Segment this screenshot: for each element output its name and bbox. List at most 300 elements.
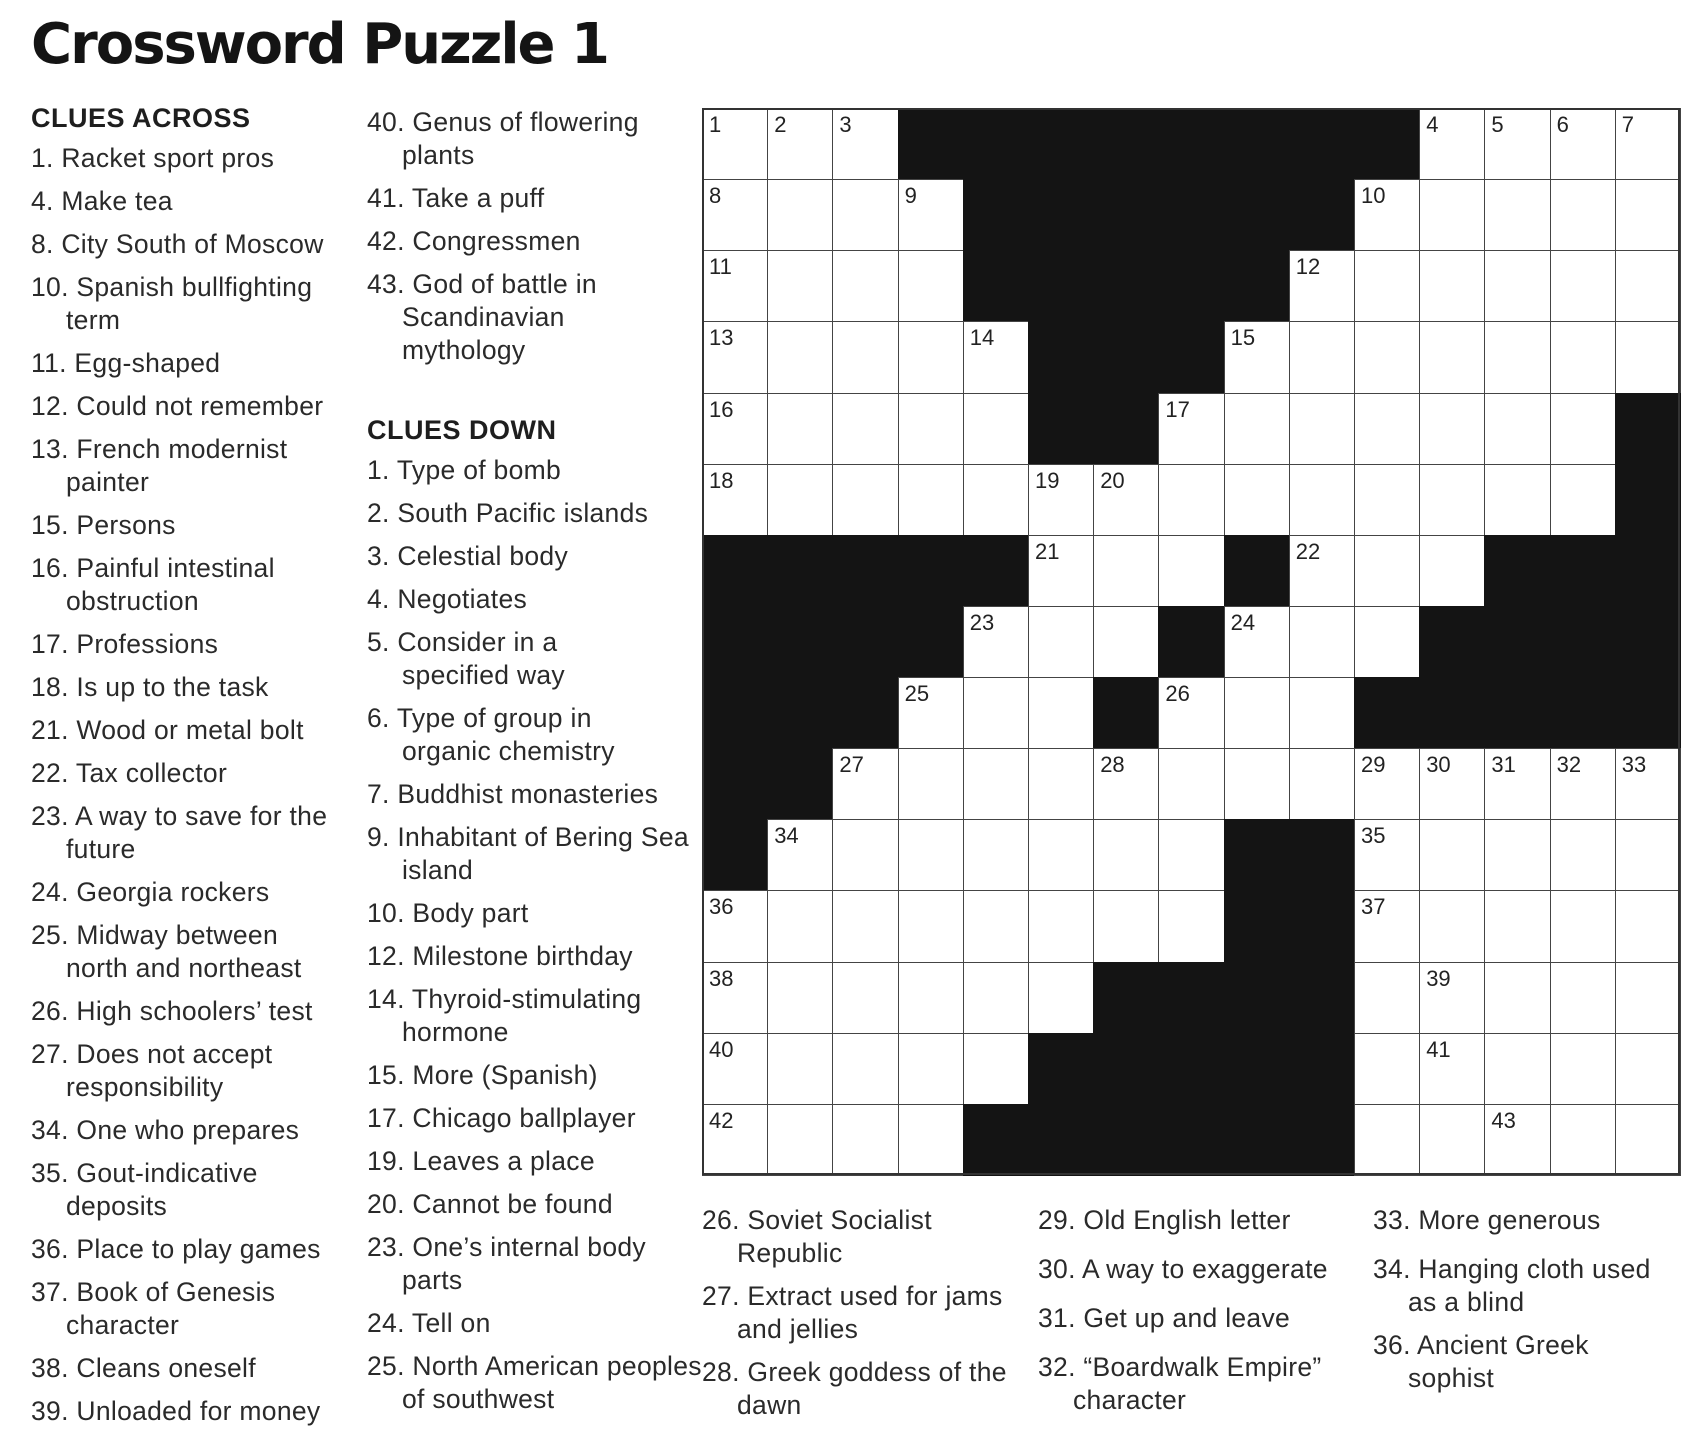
clue-down-6: 6. Type of group in organic chemistry	[367, 703, 615, 766]
clue-across-23: 23. A way to save for the future	[31, 801, 328, 864]
grid-block	[767, 748, 833, 820]
grid-block	[1093, 108, 1159, 180]
cell-number: 24	[1230, 609, 1256, 635]
clue-down-31: 31. Get up and leave	[1038, 1303, 1291, 1333]
grid-block	[1093, 250, 1159, 322]
grid-cell[interactable]	[1354, 464, 1420, 536]
grid-cell[interactable]	[767, 890, 833, 962]
grid-cell[interactable]	[1484, 179, 1550, 251]
clue-down-34: 34. Hanging cloth used as a blind	[1373, 1254, 1651, 1317]
grid-cell[interactable]	[1354, 890, 1420, 962]
grid-cell[interactable]	[1289, 748, 1355, 820]
grid-cell[interactable]	[832, 1104, 898, 1176]
grid-block	[767, 535, 833, 607]
grid-cell[interactable]	[1484, 962, 1550, 1034]
grid-cell[interactable]	[1028, 677, 1094, 749]
cell-number: 19	[1035, 467, 1060, 493]
grid-cell[interactable]	[1028, 819, 1094, 891]
grid-cell[interactable]	[702, 393, 768, 465]
grid-cell[interactable]	[1028, 748, 1094, 820]
clue-down-5: 5. Consider in a specified way	[367, 627, 565, 690]
grid-cell[interactable]	[1550, 962, 1616, 1034]
grid-cell[interactable]	[898, 748, 964, 820]
cell-number: 27	[839, 752, 864, 778]
grid-block	[832, 677, 898, 749]
grid-cell[interactable]	[963, 819, 1029, 891]
grid-block	[1615, 464, 1681, 536]
grid-cell[interactable]	[832, 250, 898, 322]
grid-cell[interactable]	[1354, 393, 1420, 465]
grid-cell[interactable]	[832, 1033, 898, 1105]
grid-cell[interactable]	[898, 1033, 964, 1105]
cell-number: 11	[709, 254, 732, 280]
grid-cell[interactable]	[1093, 819, 1159, 891]
cell-number: 39	[1426, 965, 1451, 991]
grid-cell[interactable]	[832, 179, 898, 251]
grid-cell[interactable]	[1484, 321, 1550, 393]
grid-block	[1028, 108, 1094, 180]
grid-cell[interactable]	[1289, 535, 1355, 607]
grid-cell[interactable]	[1158, 464, 1224, 536]
cell-number: 32	[1556, 752, 1582, 778]
grid-block	[702, 748, 768, 820]
grid-block	[1354, 677, 1420, 749]
grid-cell[interactable]	[767, 819, 833, 891]
grid-cell[interactable]	[832, 819, 898, 891]
cell-number: 18	[709, 467, 734, 493]
grid-block	[1028, 250, 1094, 322]
grid-cell[interactable]	[1615, 1104, 1681, 1176]
grid-cell[interactable]	[898, 1104, 964, 1176]
grid-block	[1093, 393, 1159, 465]
grid-block	[767, 606, 833, 678]
grid-cell[interactable]	[1550, 464, 1616, 536]
grid-block	[1289, 1033, 1355, 1105]
grid-cell[interactable]	[1158, 890, 1224, 962]
clue-down-7: 7. Buddhist monasteries	[367, 779, 659, 809]
cell-number: 30	[1426, 752, 1451, 778]
cell-number: 35	[1361, 823, 1386, 849]
grid-block	[1615, 393, 1681, 465]
grid-cell[interactable]	[1158, 535, 1224, 607]
clue-down-27: 27. Extract used for jams and jellies	[702, 1281, 1003, 1344]
grid-block	[1224, 1104, 1290, 1176]
grid-block	[1028, 179, 1094, 251]
grid-cell[interactable]	[1028, 962, 1094, 1034]
grid-cell[interactable]	[1354, 535, 1420, 607]
clue-across-26: 26. High schoolers’ test	[31, 996, 313, 1026]
grid-cell[interactable]	[1093, 464, 1159, 536]
grid-cell[interactable]	[1615, 819, 1681, 891]
clue-down-33: 33. More generous	[1373, 1205, 1601, 1235]
grid-cell[interactable]	[832, 748, 898, 820]
grid-cell[interactable]	[702, 179, 768, 251]
cell-number: 40	[709, 1036, 734, 1062]
grid-cell[interactable]	[1484, 890, 1550, 962]
grid-block	[1550, 677, 1616, 749]
cell-number: 38	[709, 965, 734, 991]
grid-cell[interactable]	[963, 748, 1029, 820]
grid-block	[1224, 819, 1290, 891]
grid-cell[interactable]	[1419, 1033, 1485, 1105]
grid-cell[interactable]	[898, 962, 964, 1034]
grid-cell[interactable]	[898, 677, 964, 749]
grid-cell[interactable]	[1419, 464, 1485, 536]
grid-block	[1158, 179, 1224, 251]
cell-number: 28	[1100, 752, 1125, 778]
cell-number: 34	[774, 823, 799, 849]
grid-cell[interactable]	[1550, 1033, 1616, 1105]
grid-cell[interactable]	[1354, 179, 1420, 251]
grid-cell[interactable]	[898, 819, 964, 891]
grid-block	[1224, 890, 1290, 962]
grid-cell[interactable]	[1550, 108, 1616, 180]
grid-cell[interactable]	[1354, 1033, 1420, 1105]
grid-cell[interactable]	[1093, 748, 1159, 820]
grid-cell[interactable]	[702, 1104, 768, 1176]
grid-cell[interactable]	[963, 1033, 1029, 1105]
grid-block	[832, 535, 898, 607]
grid-cell[interactable]	[963, 464, 1029, 536]
grid-block	[1289, 108, 1355, 180]
grid-cell[interactable]	[702, 321, 768, 393]
clue-down-12: 12. Milestone birthday	[367, 941, 633, 971]
grid-cell[interactable]	[1484, 1104, 1550, 1176]
grid-cell[interactable]	[1028, 890, 1094, 962]
grid-block	[1484, 606, 1550, 678]
grid-cell[interactable]	[832, 464, 898, 536]
grid-cell[interactable]	[963, 962, 1029, 1034]
grid-cell[interactable]	[1550, 1104, 1616, 1176]
grid-cell[interactable]	[1093, 535, 1159, 607]
grid-cell[interactable]	[1028, 606, 1094, 678]
clue-down-9: 9. Inhabitant of Bering Sea island	[367, 822, 689, 885]
grid-cell[interactable]	[1419, 108, 1485, 180]
clue-across-17: 17. Professions	[31, 629, 219, 659]
clue-across-35: 35. Gout-indicative deposits	[31, 1158, 258, 1221]
grid-cell[interactable]	[1093, 890, 1159, 962]
grid-block	[1615, 606, 1681, 678]
grid-cell[interactable]	[963, 677, 1029, 749]
grid-cell[interactable]	[1289, 606, 1355, 678]
grid-cell[interactable]	[1419, 748, 1485, 820]
across-column-1	[31, 103, 346, 1438]
grid-cell[interactable]	[1615, 108, 1681, 180]
clue-across-8: 8. City South of Moscow	[31, 229, 324, 259]
grid-cell[interactable]	[1158, 393, 1224, 465]
grid-block	[963, 250, 1029, 322]
grid-cell[interactable]	[702, 890, 768, 962]
cell-number: 10	[1361, 183, 1386, 209]
grid-block	[1550, 535, 1616, 607]
clue-across-18: 18. Is up to the task	[31, 672, 269, 702]
grid-cell[interactable]	[1419, 819, 1485, 891]
clue-across-4: 4. Make tea	[31, 186, 173, 216]
clue-down-25: 25. North American peoples of southwest	[367, 1351, 702, 1414]
cell-number: 17	[1165, 396, 1190, 422]
grid-cell[interactable]	[898, 250, 964, 322]
grid-block	[1158, 108, 1224, 180]
grid-block	[702, 677, 768, 749]
grid-cell[interactable]	[1550, 819, 1616, 891]
grid-block	[1615, 677, 1681, 749]
page-title: Crossword Puzzle 1	[31, 12, 608, 77]
grid-cell[interactable]	[1484, 748, 1550, 820]
grid-block	[963, 179, 1029, 251]
grid-cell[interactable]	[1354, 606, 1420, 678]
grid-cell[interactable]	[963, 321, 1029, 393]
grid-cell[interactable]	[767, 464, 833, 536]
grid-cell[interactable]	[1224, 321, 1290, 393]
grid-cell[interactable]	[702, 962, 768, 1034]
grid-block	[1224, 962, 1290, 1034]
cell-number: 22	[1295, 538, 1321, 564]
grid-cell[interactable]	[832, 108, 898, 180]
clue-across-37: 37. Book of Genesis character	[31, 1277, 276, 1340]
grid-cell[interactable]	[1354, 962, 1420, 1034]
grid-cell[interactable]	[1615, 321, 1681, 393]
grid-block	[1224, 179, 1290, 251]
grid-cell[interactable]	[1550, 890, 1616, 962]
grid-block	[898, 606, 964, 678]
grid-cell[interactable]	[1615, 962, 1681, 1034]
grid-block	[1093, 962, 1159, 1034]
cell-number: 5	[1491, 112, 1504, 137]
grid-cell[interactable]	[1615, 748, 1681, 820]
grid-block	[702, 819, 768, 891]
grid-block	[767, 677, 833, 749]
grid-cell[interactable]	[832, 962, 898, 1034]
grid-cell[interactable]	[1028, 464, 1094, 536]
grid-cell[interactable]	[1354, 321, 1420, 393]
grid-cell[interactable]	[1028, 535, 1094, 607]
clue-down-28: 28. Greek goddess of the dawn	[702, 1357, 1007, 1420]
grid-block	[1093, 179, 1159, 251]
clue-down-23: 23. One’s internal body parts	[367, 1232, 646, 1295]
grid-cell[interactable]	[1158, 819, 1224, 891]
grid-block	[1028, 1104, 1094, 1176]
clue-down-32: 32. “Boardwalk Empire” character	[1038, 1352, 1322, 1415]
cell-number: 26	[1165, 681, 1190, 707]
cell-number: 43	[1491, 1107, 1516, 1133]
grid-cell[interactable]	[1224, 464, 1290, 536]
grid-block	[1289, 819, 1355, 891]
cell-number: 41	[1426, 1036, 1451, 1062]
grid-cell[interactable]	[1289, 464, 1355, 536]
grid-block	[963, 535, 1029, 607]
grid-cell[interactable]	[702, 250, 768, 322]
grid-cell[interactable]	[1354, 1104, 1420, 1176]
grid-block	[1419, 677, 1485, 749]
grid-cell[interactable]	[1354, 819, 1420, 891]
grid-cell[interactable]	[1419, 321, 1485, 393]
grid-block	[1158, 250, 1224, 322]
clue-down-14: 14. Thyroid-stimulating hormone	[367, 984, 642, 1047]
clue-across-42: 42. Congressmen	[367, 226, 581, 256]
grid-block	[1484, 535, 1550, 607]
grid-cell[interactable]	[1354, 748, 1420, 820]
grid-block	[702, 606, 768, 678]
cell-number: 20	[1100, 467, 1125, 493]
grid-cell[interactable]	[767, 962, 833, 1034]
grid-block	[1028, 321, 1094, 393]
grid-block	[1289, 962, 1355, 1034]
grid-block	[1093, 677, 1159, 749]
cell-number: 6	[1556, 112, 1569, 137]
cell-number: 25	[904, 681, 930, 707]
clue-down-1: 1. Type of bomb	[367, 455, 562, 485]
clue-down-20: 20. Cannot be found	[367, 1189, 613, 1219]
grid-cell[interactable]	[1093, 606, 1159, 678]
grid-cell[interactable]	[767, 250, 833, 322]
grid-cell[interactable]	[767, 1104, 833, 1176]
clue-across-41: 41. Take a puff	[367, 183, 545, 213]
grid-cell[interactable]	[1419, 250, 1485, 322]
grid-block	[1028, 1033, 1094, 1105]
grid-cell[interactable]	[767, 393, 833, 465]
grid-block	[963, 108, 1029, 180]
clue-across-22: 22. Tax collector	[31, 758, 228, 788]
grid-cell[interactable]	[1550, 179, 1616, 251]
grid-cell[interactable]	[1484, 819, 1550, 891]
grid-block	[1093, 321, 1159, 393]
grid-block	[1224, 250, 1290, 322]
grid-block	[898, 108, 964, 180]
grid-block	[1158, 1033, 1224, 1105]
grid-cell[interactable]	[1224, 606, 1290, 678]
grid-cell[interactable]	[1484, 108, 1550, 180]
clue-across-39: 39. Unloaded for money	[31, 1396, 321, 1426]
grid-cell[interactable]	[1419, 1104, 1485, 1176]
grid-cell[interactable]	[702, 108, 768, 180]
grid-cell[interactable]	[963, 890, 1029, 962]
across-heading: CLUES ACROSS	[31, 103, 251, 133]
clue-down-17: 17. Chicago ballplayer	[367, 1103, 636, 1133]
clue-across-38: 38. Cleans oneself	[31, 1353, 256, 1383]
clue-across-10: 10. Spanish bullfighting term	[31, 272, 313, 335]
clue-column-2	[367, 106, 702, 1426]
grid-cell[interactable]	[1419, 962, 1485, 1034]
grid-cell[interactable]	[963, 606, 1029, 678]
clue-across-15: 15. Persons	[31, 510, 176, 540]
clue-down-15: 15. More (Spanish)	[367, 1060, 598, 1090]
grid-block	[1289, 1104, 1355, 1176]
grid-cell[interactable]	[1158, 677, 1224, 749]
cell-number: 31	[1491, 752, 1516, 778]
grid-cell[interactable]	[898, 179, 964, 251]
clue-across-24: 24. Georgia rockers	[31, 877, 270, 907]
grid-cell[interactable]	[767, 179, 833, 251]
grid-cell[interactable]	[1615, 250, 1681, 322]
clue-across-21: 21. Wood or metal bolt	[31, 715, 304, 745]
grid-block	[1484, 677, 1550, 749]
grid-cell[interactable]	[1419, 535, 1485, 607]
clue-down-30: 30. A way to exaggerate	[1038, 1254, 1328, 1284]
grid-cell[interactable]	[1419, 393, 1485, 465]
grid-cell[interactable]	[832, 890, 898, 962]
clue-down-2: 2. South Pacific islands	[367, 498, 649, 528]
grid-cell[interactable]	[1158, 748, 1224, 820]
grid-cell[interactable]	[898, 464, 964, 536]
cell-number: 29	[1361, 752, 1386, 778]
clue-down-26: 26. Soviet Socialist Republic	[702, 1205, 932, 1268]
grid-cell[interactable]	[1615, 890, 1681, 962]
down-column-bottom-1	[702, 1204, 1007, 1432]
grid-cell[interactable]	[1224, 748, 1290, 820]
grid-cell[interactable]	[832, 321, 898, 393]
cell-number: 42	[709, 1107, 734, 1133]
clue-down-10: 10. Body part	[367, 898, 529, 928]
grid-block	[1158, 962, 1224, 1034]
grid-cell[interactable]	[767, 1033, 833, 1105]
cell-number: 3	[839, 112, 852, 137]
cell-number: 16	[709, 396, 734, 422]
grid-cell[interactable]	[1419, 179, 1485, 251]
cell-number: 9	[904, 183, 917, 209]
grid-cell[interactable]	[898, 393, 964, 465]
clue-across-36: 36. Place to play games	[31, 1234, 321, 1264]
grid-cell[interactable]	[1354, 250, 1420, 322]
grid-cell[interactable]	[1419, 890, 1485, 962]
grid-cell[interactable]	[702, 464, 768, 536]
grid-cell[interactable]	[1289, 250, 1355, 322]
grid-cell[interactable]	[1550, 748, 1616, 820]
grid-cell[interactable]	[1484, 1033, 1550, 1105]
grid-cell[interactable]	[963, 393, 1029, 465]
grid-cell[interactable]	[767, 108, 833, 180]
clue-across-27: 27. Does not accept responsibility	[31, 1039, 273, 1102]
grid-block	[1028, 393, 1094, 465]
down-column-bottom-2	[1038, 1204, 1358, 1427]
grid-cell[interactable]	[898, 890, 964, 962]
grid-cell[interactable]	[898, 321, 964, 393]
grid-cell[interactable]	[1615, 1033, 1681, 1105]
cell-number: 33	[1621, 752, 1647, 778]
cell-number: 7	[1621, 112, 1635, 137]
grid-cell[interactable]	[767, 321, 833, 393]
grid-cell[interactable]	[1484, 464, 1550, 536]
grid-block	[1093, 1033, 1159, 1105]
grid-cell[interactable]	[1484, 250, 1550, 322]
grid-cell[interactable]	[1484, 393, 1550, 465]
grid-block	[1615, 535, 1681, 607]
grid-cell[interactable]	[832, 393, 898, 465]
grid-block	[1224, 108, 1290, 180]
grid-cell[interactable]	[702, 1033, 768, 1105]
grid-cell[interactable]	[1224, 677, 1290, 749]
clue-across-16: 16. Painful intestinal obstruction	[31, 553, 275, 616]
grid-cell[interactable]	[1615, 179, 1681, 251]
grid-cell[interactable]	[1550, 321, 1616, 393]
grid-block	[1289, 890, 1355, 962]
clue-down-36: 36. Ancient Greek sophist	[1373, 1330, 1589, 1393]
grid-cell[interactable]	[1289, 321, 1355, 393]
grid-cell[interactable]	[1224, 393, 1290, 465]
cell-number: 23	[969, 609, 995, 635]
grid-cell[interactable]	[1550, 250, 1616, 322]
cell-number: 36	[709, 894, 734, 920]
clue-down-29: 29. Old English letter	[1038, 1205, 1291, 1235]
clue-across-1: 1. Racket sport pros	[31, 143, 275, 173]
cell-number: 15	[1230, 325, 1256, 351]
cell-number: 1	[709, 112, 722, 137]
grid-cell[interactable]	[1289, 677, 1355, 749]
grid-block	[1289, 179, 1355, 251]
grid-block	[1158, 1104, 1224, 1176]
grid-cell[interactable]	[1550, 393, 1616, 465]
grid-cell[interactable]	[1289, 393, 1355, 465]
clue-down-24: 24. Tell on	[367, 1308, 491, 1338]
